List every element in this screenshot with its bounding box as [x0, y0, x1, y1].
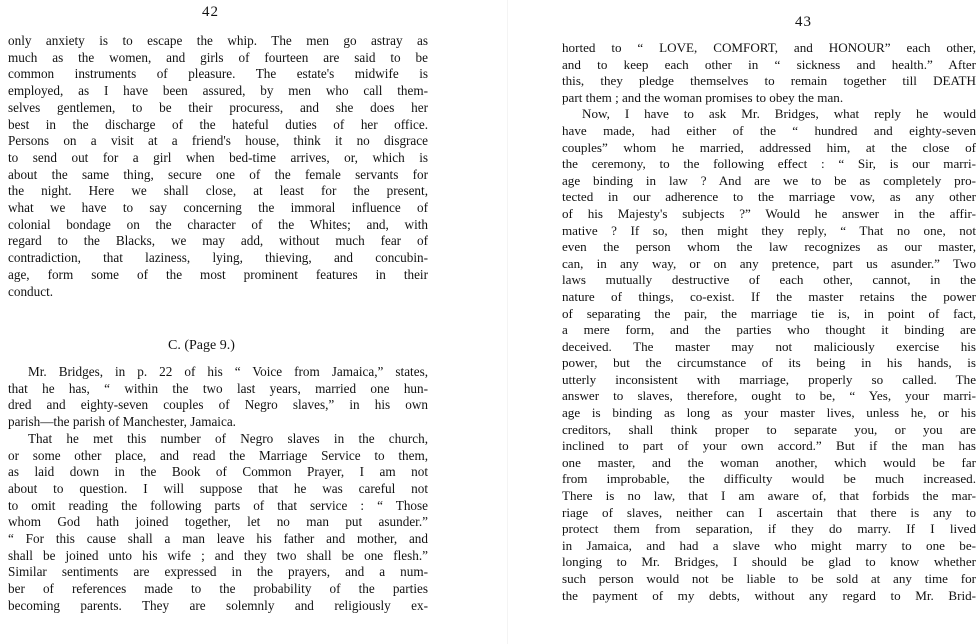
left-page: [0, 0, 480, 644]
text-line: such person would not be liable to be sold at any time for: [562, 571, 976, 586]
text-line: common instruments of pleasure. The estate's midwife is: [8, 66, 428, 82]
text-line: utterly inconsistent with marriage, properly so called. The: [562, 371, 976, 387]
text-line: one master, and the woman another, which would be far: [562, 454, 976, 470]
text-line: Similar sentiments are expressed in the prayers, and a num-: [8, 564, 428, 580]
text-line: from improbable, the difficulty would be much increased.: [562, 471, 976, 487]
text-line: the ceremony, to the following effect : “ Sir, is our marri-: [562, 156, 976, 172]
text-line: that he has, “ within the two last years, married one hun-: [8, 380, 428, 396]
text-line: to omit reading the following parts of that service : “ Those: [8, 497, 428, 513]
text-line: becoming parents. They are solemnly and religiously ex-: [8, 597, 428, 613]
text-line: even the person whom the law recognizes as our master,: [562, 239, 976, 255]
text-line: Mr. Bridges, in p. 22 of his “ Voice from Jamaica,” states,: [28, 364, 428, 379]
text-line: to send out for a girl when bed-time arrives, or, which is: [8, 149, 428, 165]
text-line: have made, had either of the “ hundred and eighty-seven: [562, 122, 976, 138]
text-line: age, form some of the most prominent features in their: [8, 266, 428, 282]
text-line: in Jamaica, and had a slave who might marry to one be-: [562, 537, 976, 553]
text-line: protect them from separation, if they do marry. If I lived: [562, 521, 976, 537]
text-line: There is no law, that I am aware of, that forbids the mar-: [562, 488, 976, 504]
text-line: deceived. The master may not maliciously exercise his: [562, 338, 976, 354]
text-line: That he met this number of Negro slaves in the church,: [28, 430, 428, 446]
section-heading: C. (Page 9.): [168, 338, 235, 353]
page-gutter: [507, 0, 508, 644]
text-line: and to keep each other in “ sickness and health.” After: [562, 56, 976, 72]
left-bottom-paragraph: [8, 364, 428, 615]
text-line: can, in any way, or on any pretence, part us asunder.” Two: [562, 255, 976, 271]
text-line: creditors, shall think proper to separate you, or you are: [562, 421, 976, 437]
text-line: couples” whom he married, addressed him, at the close of: [562, 139, 976, 155]
left-top-paragraph: [8, 33, 428, 300]
text-line: tected in our adherence to the marriage vow, as any other: [562, 189, 976, 205]
text-line: as laid down in the Book of Common Prayer, I am not: [8, 464, 428, 480]
text-line: contradiction, that laziness, lying, thieving, and concubin-: [8, 250, 428, 266]
text-line: part them ; and the woman promises to obey the man.: [562, 89, 844, 105]
text-line: inclined to part of your own accord.” But if the man has: [562, 438, 976, 454]
page-number-right: 43: [795, 14, 812, 30]
text-line: regard to the Blacks, we may add, without much fear of: [8, 233, 428, 249]
text-line: about to question. I will suppose that he was careful not: [8, 480, 428, 496]
text-line: mative ? If so, then might they reply, “ That no one, not: [562, 222, 976, 238]
text-line: Persons on a visit at a friend's house, think it no disgrace: [8, 133, 428, 149]
text-line: horted to “ LOVE, COMFORT, and HONOUR” each other,: [562, 40, 976, 55]
text-line: selves gentlemen, to be their procuress, and she does her: [8, 99, 428, 115]
text-line: “ For this cause shall a man leave his father and mother, and: [8, 531, 428, 547]
text-line: the payment of my debts, without any regard to Mr. Brid-: [562, 587, 976, 603]
text-line: whom God hath joined together, let no man put asunder.”: [8, 514, 428, 530]
text-line: employed, as I have been assured, by men who call them-: [8, 83, 428, 99]
text-line: nature of things, co-exist. If the master retains the power: [562, 288, 976, 304]
right-page-text: [562, 40, 976, 604]
text-line: only anxiety is to escape the whip. The men go astray as: [8, 33, 428, 48]
text-line: of separating the pair, the marriage tie is, in point of fact,: [562, 305, 976, 321]
text-line: of his Majesty's subjects ?” Would he answer in the affir-: [562, 205, 976, 221]
text-line: colonial bondage on the character of the Whites; and, with: [8, 216, 428, 232]
text-line: conduct.: [8, 283, 54, 299]
text-line: about the same thing, secure one of the female servants for: [8, 166, 428, 182]
text-line: parish—the parish of Manchester, Jamaica.: [8, 414, 236, 430]
text-line: age is binding as long as your master lives, unless he, or his: [562, 405, 976, 421]
text-line: ber of references made to the probability of the parties: [8, 581, 428, 597]
text-line: dred and eighty-seven couples of Negro slaves,” in his own: [8, 397, 428, 413]
text-line: longing to Mr. Bridges, I should be glad to know whether: [562, 554, 976, 570]
text-line: laws mutually destructive of each other, cannot, in the: [562, 272, 976, 288]
text-line: this, they pledge themselves to remain together till DEATH: [562, 73, 976, 89]
text-line: the night. Here we shall close, at least for the present,: [8, 183, 428, 199]
text-line: riage of slaves, neither can I ascertain that there is any to: [562, 504, 976, 520]
text-line: a mere form, and the parties who thought it binding are: [562, 322, 976, 338]
right-page: [540, 0, 980, 644]
text-line: much as the women, and girls of fourteen are said to be: [8, 49, 428, 65]
page-number-left: 42: [202, 4, 219, 20]
text-line: Now, I have to ask Mr. Bridges, what reply he would: [582, 106, 976, 122]
text-line: or some other place, and read the Marriage Service to them,: [8, 447, 428, 463]
text-line: shall be joined unto his wife ; and they two shall be one flesh.”: [8, 547, 428, 563]
text-line: answer to slaves, therefore, ought to be, “ Yes, your marri-: [562, 388, 976, 404]
text-line: what we have to say concerning the immoral influence of: [8, 200, 428, 216]
text-line: best in the discharge of the hateful duties of her office.: [8, 116, 428, 132]
text-line: age binding in law ? And are we to be as completely pro-: [562, 172, 976, 188]
text-line: power, but the circumstance of its being in his hands, is: [562, 355, 976, 371]
